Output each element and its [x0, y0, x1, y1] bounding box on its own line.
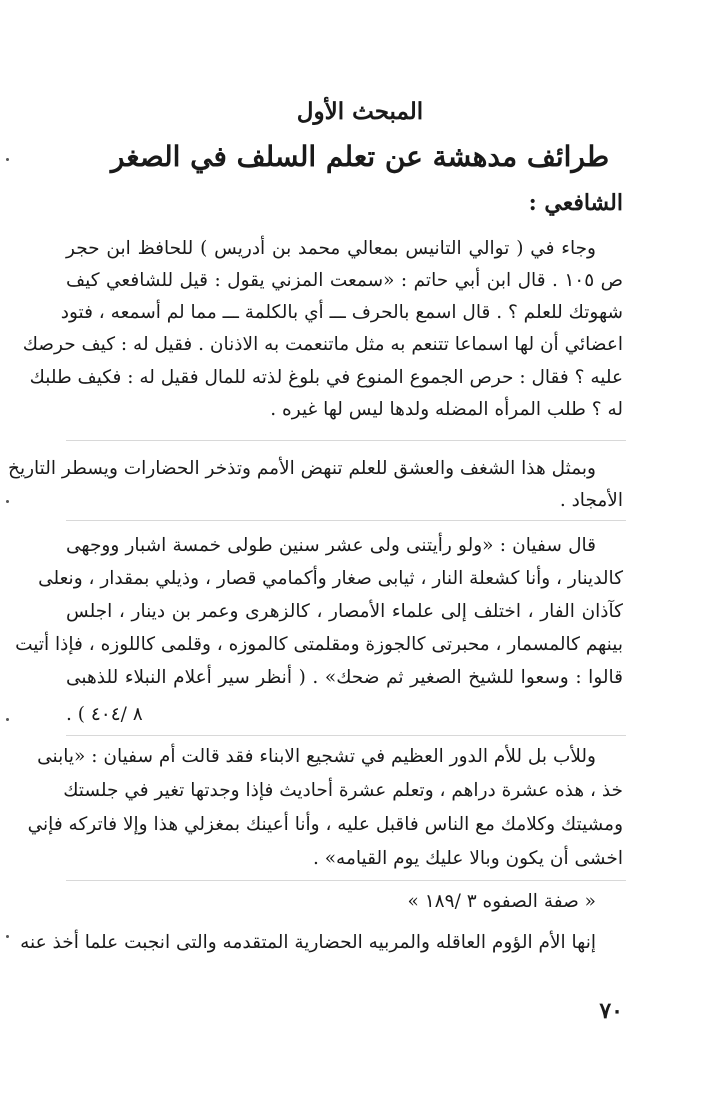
- paragraph-4-line: ومشيتك وكلامك مع الناس فاقبل عليه ، وأنا أعينك بمغزلي هذا وإلا فاتركه فإني: [27, 814, 623, 835]
- paragraph-2-line: وبمثل هذا الشغف والعشق للعلم تنهض الأمم وتذخر الحضارات ويسطر التاريخ: [8, 458, 596, 479]
- edge-mark: [6, 158, 9, 161]
- chapter-subtitle: طرائف مدهشة عن تعلم السلف في الصغر: [110, 140, 610, 173]
- paragraph-1-line: شهوتك للعلم ؟ . قال اسمع بالحرف ـــ أي بالكلمة ـــ مما لم أسمعه ، فتود: [60, 302, 623, 323]
- paragraph-1-line: ص ١٠٥ . قال ابن أبي حاتم : «سمعت المزني يقول : قيل للشافعي كيف: [66, 270, 624, 291]
- closing-line: إنها الأم الؤوم العاقله والمربيه الحضارية المتقدمه والتى انجبت علما أخذ عنه: [20, 932, 596, 953]
- paragraph-1-line: وجاء في ( توالي التانيس بمعالي محمد بن أدريس ) للحافظ ابن حجر: [66, 238, 596, 259]
- separator: [66, 735, 626, 736]
- citation: « صفة الصفوه ٣ /١٨٩ »: [407, 891, 596, 912]
- paragraph-2-line: الأمجاد .: [559, 490, 623, 511]
- paragraph-1-line: اعضائي أن لها اسماعا تتنعم به مثل ماتنعمت به الاذنان . فقيل له : كيف حرصك: [22, 334, 623, 355]
- paragraph-1-line: له ؟ طلب المرأه المضله ولدها ليس لها غيره .: [270, 399, 623, 420]
- chapter-title: المبحث الأول: [296, 98, 424, 125]
- paragraph-4-line: خذ ، هذه عشرة دراهم ، وتعلم عشرة أحاديث فإذا وجدتها تغير في جلستك: [63, 780, 623, 801]
- paragraph-3-line: قالوا : وسعوا للشيخ الصغير ثم ضحك» . ( أنظر سير أعلام النبلاء للذهبى: [66, 667, 623, 688]
- separator: [66, 520, 626, 521]
- edge-mark: [6, 500, 9, 503]
- section-label: الشافعي :: [528, 190, 623, 216]
- paragraph-3-line: قال سفيان : «ولو رأيتنى ولى عشر سنين طولى خمسة اشبار ووجهى: [66, 535, 596, 556]
- paragraph-4-line: وللأب بل للأم الدور العظيم في تشجيع الابناء فقد قالت أم سفيان : «يابنى: [37, 746, 596, 767]
- paragraph-3-line: ٨ /٤٠٤ ) .: [66, 704, 143, 725]
- separator: [66, 440, 626, 441]
- edge-mark: [6, 718, 9, 721]
- paragraph-1-line: عليه ؟ فقال : حرص الجموع المنوع في بلوغ لذته للمال فقيل له : فكيف طلبك: [29, 367, 623, 388]
- page-number: ٧٠: [599, 998, 623, 1024]
- paragraph-3-line: كآذان الفار ، اختلف إلى علماء الأمصار ، كالزهرى وعمر بن دينار ، اجلس: [66, 601, 623, 622]
- paragraph-3-line: بينهم كالمسمار ، محبرتى كالجوزة ومقلمتى كالموزه ، وقلمى كاللوزه ، فإذا أتيت: [15, 634, 623, 655]
- paragraph-3-line: كالدينار ، وأنا كشعلة النار ، ثيابى صغار وأكمامي قصار ، وذيلي بمقدار ، ونعلى: [38, 568, 623, 589]
- edge-mark: [6, 935, 9, 938]
- paragraph-4-line: اخشى أن يكون وبالا عليك يوم القيامه» .: [312, 848, 623, 869]
- separator: [66, 880, 626, 881]
